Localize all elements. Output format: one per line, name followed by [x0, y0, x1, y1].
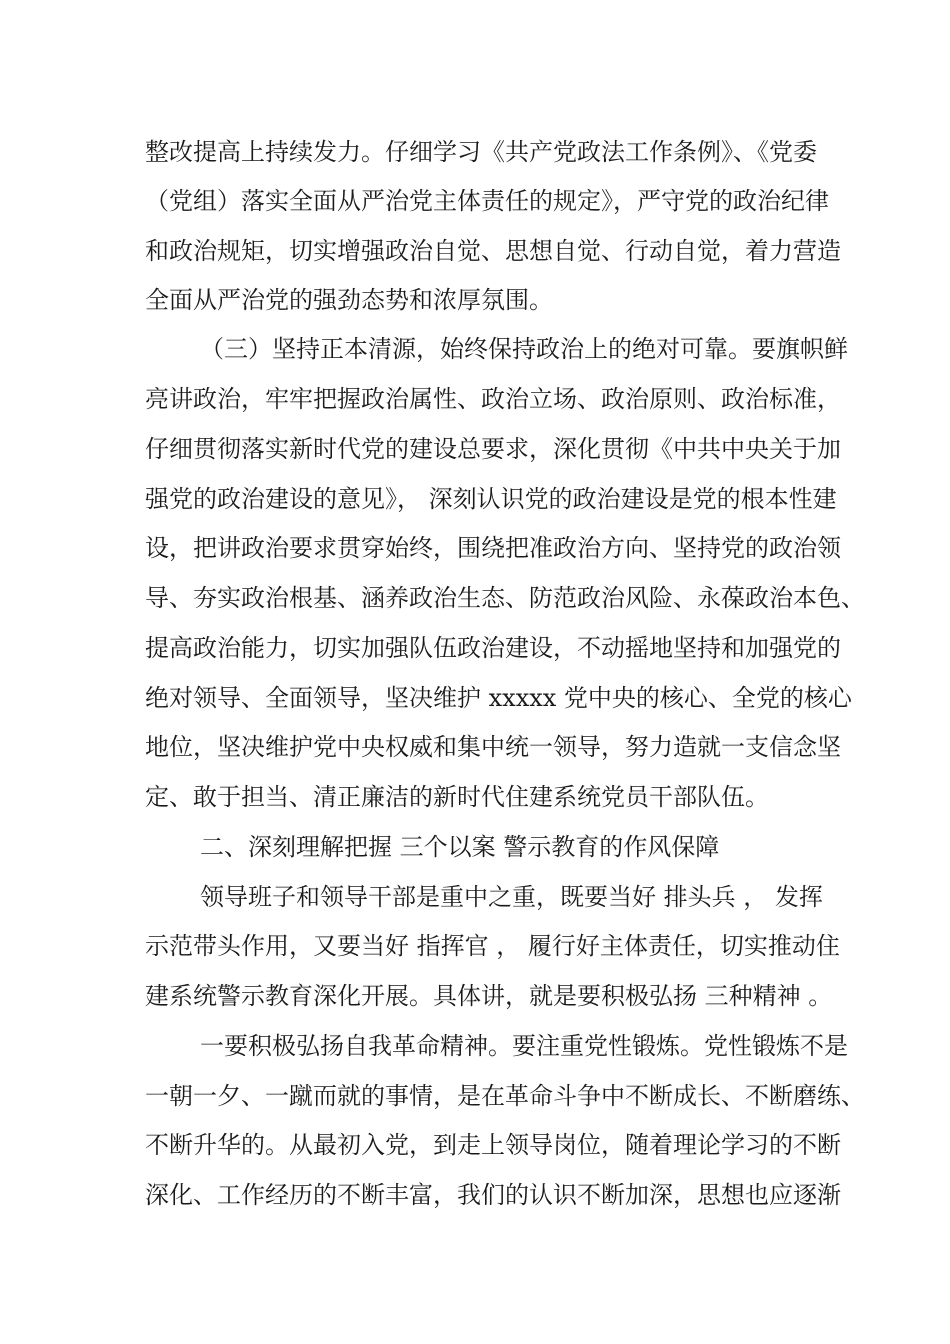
text-line: 全面从严治党的强劲态势和浓厚氛围。: [145, 286, 553, 314]
text-line: 强党的政治建设的意见》， 深刻认识党的政治建设是党的根本性建: [145, 485, 837, 513]
text-line: 导、夯实政治根基、涵养政治生态、防范政治风险、永葆政治本色、: [145, 584, 865, 612]
text-line: 一要积极弘扬自我革命精神。要注重党性锻炼。党性锻炼不是: [200, 1032, 848, 1060]
text-line: （三）坚持正本清源，始终保持政治上的绝对可靠。要旗帜鲜: [200, 335, 848, 363]
text-line: 地位，坚决维护党中央权威和集中统一领导，努力造就一支信念坚: [145, 733, 841, 761]
section-heading: 二、深刻理解把握 三个以案 警示教育的作风保障: [200, 833, 720, 861]
text-line: 深化、工作经历的不断丰富，我们的认识不断加深，思想也应逐渐: [145, 1181, 841, 1209]
text-line: 定、敢于担当、清正廉洁的新时代住建系统党员干部队伍。: [145, 783, 769, 811]
text-line: 和政治规矩，切实增强政治自觉、思想自觉、行动自觉，着力营造: [145, 237, 841, 265]
text-line: 不断升华的。从最初入党，到走上领导岗位，随着理论学习的不断: [145, 1131, 841, 1159]
text-line: （党组）落实全面从严治党主体责任的规定》，严守党的政治纪律: [145, 187, 829, 215]
text-line: 整改提高上持续发力。仔细学习《共产党政法工作条例》、《党委: [145, 138, 817, 166]
text-line: 设，把讲政治要求贯穿始终，围绕把准政治方向、坚持党的政治领: [145, 534, 841, 562]
text-line: 提高政治能力，切实加强队伍政治建设，不动摇地坚持和加强党的: [145, 634, 841, 662]
text-line: 亮讲政治，牢牢把握政治属性、政治立场、政治原则、政治标准，: [145, 385, 841, 413]
text-line: 一朝一夕、一蹴而就的事情，是在革命斗争中不断成长、不断磨练、: [145, 1082, 865, 1110]
text-line: 示范带头作用，又要当好 指挥官 ， 履行好主体责任，切实推动住: [145, 932, 840, 960]
text-line: 建系统警示教育深化开展。具体讲，就是要积极弘扬 三种精神 。: [145, 982, 833, 1010]
text-line: 领导班子和领导干部是重中之重，既要当好 排头兵 ， 发挥: [200, 883, 823, 911]
text-line: 绝对领导、全面领导，坚决维护 xxxxx 党中央的核心、全党的核心: [145, 684, 852, 712]
text-line: 仔细贯彻落实新时代党的建设总要求，深化贯彻《中共中央关于加: [145, 435, 841, 463]
